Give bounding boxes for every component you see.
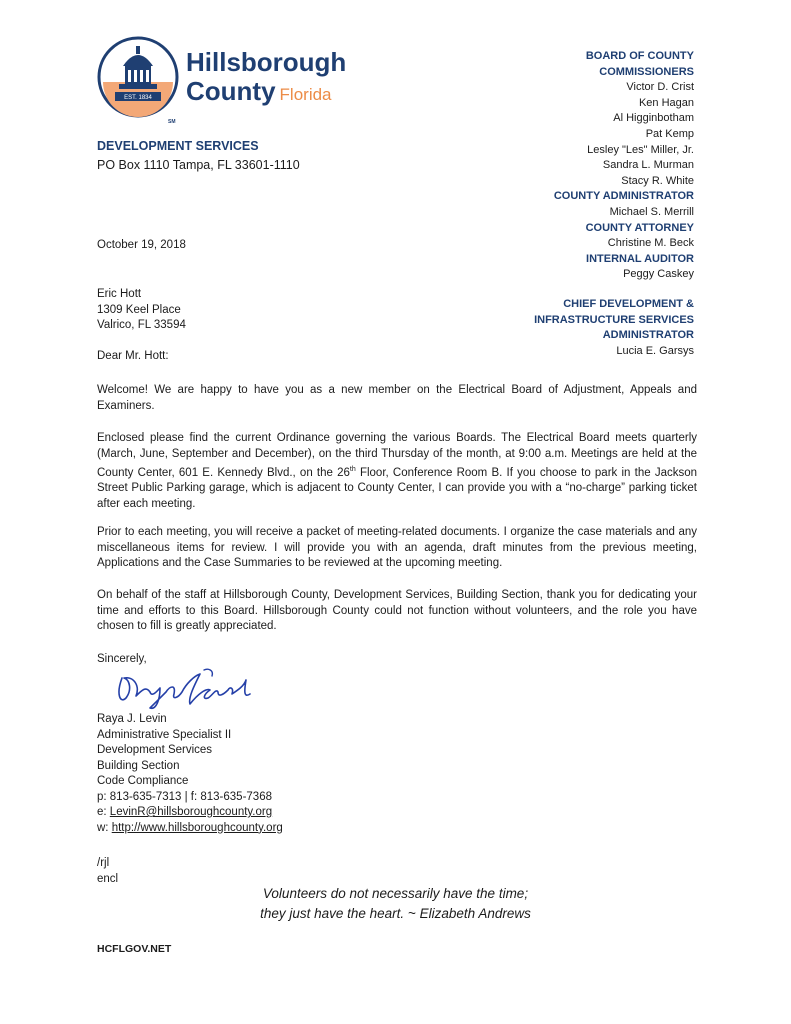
org-name-line2: County bbox=[186, 76, 276, 106]
org-state: Florida bbox=[279, 85, 332, 104]
website-link[interactable]: http://www.hillsboroughcounty.org bbox=[111, 821, 283, 834]
signer-phone: p: 813-635-7313 | f: 813-635-7368 bbox=[97, 790, 272, 803]
quote-line-2: they just have the heart. ~ Elizabeth Andrews bbox=[260, 906, 531, 921]
signer-unit: Code Compliance bbox=[97, 775, 189, 787]
ordinal-suffix: th bbox=[349, 466, 356, 473]
administrator-header: COUNTY ADMINISTRATOR bbox=[553, 190, 694, 203]
recipient-street: 1309 Keel Place bbox=[97, 303, 181, 316]
seal-est-text: EST. 1834 bbox=[124, 95, 152, 101]
closing-quote bbox=[0, 884, 791, 924]
org-name bbox=[186, 48, 346, 109]
recipient-block bbox=[97, 287, 186, 334]
recipient-city: Valrico, FL 33594 bbox=[97, 319, 186, 331]
administrator-name: Michael S. Merrill bbox=[609, 205, 694, 218]
chief-header-3: ADMINISTRATOR bbox=[602, 329, 694, 342]
email-link[interactable]: LevinR@hillsboroughcounty.org bbox=[109, 806, 273, 818]
org-name-line1: Hillsborough bbox=[186, 47, 347, 77]
chief-name: Lucia E. Garsys bbox=[616, 344, 694, 357]
chief-header-1: CHIEF DEVELOPMENT & bbox=[563, 297, 694, 310]
auditor-header: INTERNAL AUDITOR bbox=[586, 252, 694, 265]
typist-initials: /rjl bbox=[97, 857, 110, 869]
signer-title: Administrative Specialist II bbox=[97, 728, 232, 741]
paragraph-welcome: Welcome! We are happy to have you as a new member on the Electrical Board of Adjustment, Appeals and Examiners. bbox=[97, 384, 697, 412]
footer-website: HCFLGOV.NET bbox=[97, 943, 172, 955]
paragraph-meetings-part1: Enclosed please find the current Ordinance governing the various Boards. The Electrical Board meets quarterly (March, June, September and December), on the third Thursday of the month, at 9:00 a.m. Meetings are held at the County Center, 601 E. Kennedy Blvd., on the 26 bbox=[97, 432, 697, 479]
board-roster bbox=[434, 49, 694, 359]
web-prefix: w: bbox=[97, 821, 112, 834]
signer-section: Building Section bbox=[97, 759, 180, 772]
attorney-name: Christine M. Beck bbox=[607, 237, 694, 250]
paragraph-meetings-part2: Floor, Conference Room B. If you choose to park in the Jackson Street Public Parking garage, which is adjacent to County Center, I can provide you with a “no-charge” parking ticket after each meeting. bbox=[97, 466, 698, 510]
signer-department: Development Services bbox=[97, 744, 213, 756]
letter-date: October 19, 2018 bbox=[97, 239, 186, 251]
reference-initials bbox=[97, 856, 118, 887]
chief-header-2: INFRASTRUCTURE SERVICES bbox=[534, 313, 694, 326]
paragraph-thanks: On behalf of the staff at Hillsborough County, Development Services, Building Section, thank you for dedicating your time and efforts to this Board. Hillsborough County could not function without volunteers, and the role you have chosen to fill is greatly appreciated. bbox=[97, 589, 697, 632]
department-address: PO Box 1110 Tampa, FL 33601-1110 bbox=[97, 158, 300, 172]
signature-block bbox=[97, 712, 283, 836]
email-prefix: e: bbox=[97, 806, 110, 818]
quote-line-1: Volunteers do not necessarily have the time; bbox=[262, 886, 529, 901]
service-mark: SM bbox=[168, 119, 176, 125]
commissioner: Stacy R. White bbox=[621, 174, 694, 187]
commissioner: Sandra L. Murman bbox=[602, 159, 694, 172]
commissioner: Ken Hagan bbox=[638, 96, 694, 109]
commissioner: Victor D. Crist bbox=[626, 81, 694, 94]
recipient-name: Eric Hott bbox=[97, 288, 142, 300]
commissioner: Pat Kemp bbox=[645, 127, 694, 140]
commissioner: Al Higginbotham bbox=[613, 112, 694, 125]
enclosure-note: encl bbox=[97, 872, 119, 885]
auditor-name: Peggy Caskey bbox=[623, 268, 694, 281]
closing: Sincerely, bbox=[97, 653, 147, 665]
paragraph-packet: Prior to each meeting, you will receive a packet of meeting-related documents. I organize the case materials and any miscellaneous items for review. I will provide you with an agenda, draft minutes from the previous meeting, Applications and the Case Summaries to be reviewed at the upcoming meeting. bbox=[97, 526, 697, 569]
board-header-1: BOARD OF COUNTY bbox=[585, 50, 694, 62]
commissioner: Lesley "Les" Miller, Jr. bbox=[587, 143, 694, 156]
paragraph-meetings bbox=[97, 431, 697, 512]
board-header-2: COMMISSIONERS bbox=[599, 65, 694, 78]
salutation: Dear Mr. Hott: bbox=[97, 350, 169, 362]
signer-name: Raya J. Levin bbox=[97, 713, 167, 725]
county-seal-logo bbox=[97, 36, 179, 118]
department-name: DEVELOPMENT SERVICES bbox=[97, 139, 259, 153]
handwritten-signature bbox=[114, 664, 294, 714]
attorney-header: COUNTY ATTORNEY bbox=[585, 221, 694, 234]
